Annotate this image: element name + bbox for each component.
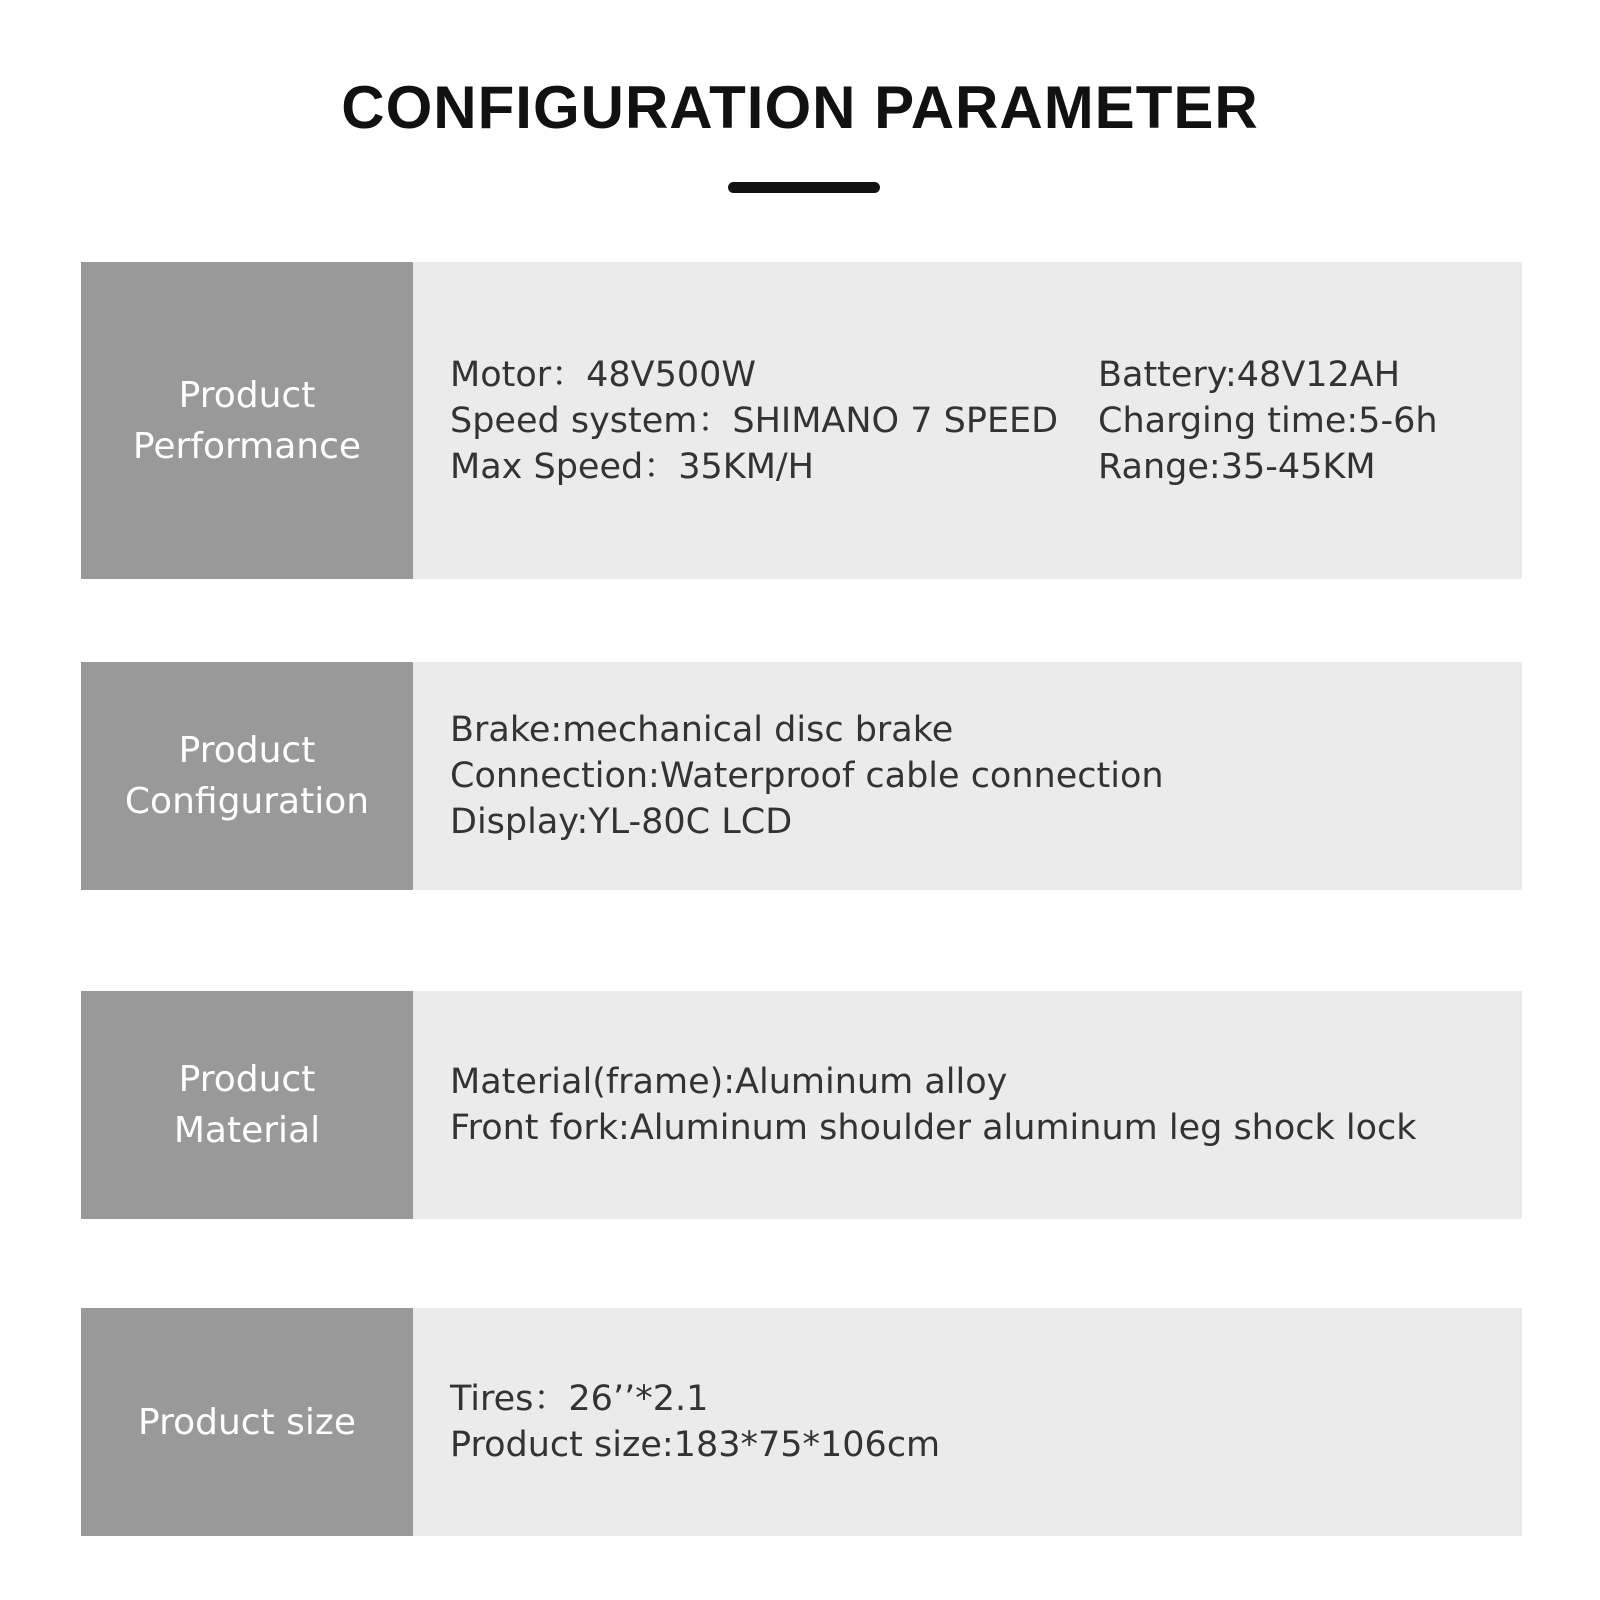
spec-line-range: Range:35-45KM [1098, 446, 1376, 487]
section-product-performance [81, 262, 1522, 579]
spec-line-speed-system: Speed system：SHIMANO 7 SPEED [450, 400, 1059, 441]
page-title: CONFIGURATION PARAMETER [341, 74, 1259, 141]
section-label-line: Product [178, 1059, 316, 1100]
section-content [413, 262, 1522, 579]
section-label [81, 991, 413, 1219]
section-product-size [81, 1308, 1522, 1536]
section-content [413, 662, 1522, 890]
spec-line-frame-material: Material(frame):Aluminum alloy [450, 1062, 1008, 1102]
section-label [81, 662, 413, 890]
spec-column-right [1098, 352, 1438, 490]
section-label [81, 262, 413, 579]
spec-line-front-fork: Front fork:Aluminum shoulder aluminum leg shock lock [450, 1108, 1417, 1148]
spec-line-brake: Brake:mechanical disc brake [450, 710, 954, 750]
spec-column [450, 707, 1164, 845]
section-label [81, 1308, 413, 1536]
section-label-line: Configuration [124, 781, 370, 822]
spec-column [450, 1059, 1417, 1151]
spec-line-display: Display:YL-80C LCD [450, 802, 793, 842]
section-label-line: Performance [132, 425, 362, 467]
section-product-material [81, 991, 1522, 1219]
spec-line-tires: Tires：26’’*2.1 [450, 1379, 709, 1419]
section-label-line: Product [178, 374, 316, 416]
spec-line-battery: Battery:48V12AH [1098, 354, 1401, 395]
section-content [413, 1308, 1522, 1536]
section-content [413, 991, 1522, 1219]
section-label-line: Product [178, 730, 316, 771]
spec-line-product-size: Product size:183*75*106cm [450, 1425, 941, 1465]
spec-line-motor: Motor：48V500W [450, 354, 757, 395]
spec-line-connection: Connection:Waterproof cable connection [450, 756, 1164, 796]
section-label-line: Material [173, 1110, 321, 1151]
spec-column-left [450, 352, 1098, 490]
section-product-configuration [81, 662, 1522, 890]
title-underline [728, 182, 880, 193]
spec-column [450, 1376, 940, 1468]
section-label-line: Product size [138, 1401, 356, 1443]
spec-line-max-speed: Max Speed：35KM/H [450, 446, 814, 487]
spec-line-charging-time: Charging time:5-6h [1098, 400, 1438, 441]
